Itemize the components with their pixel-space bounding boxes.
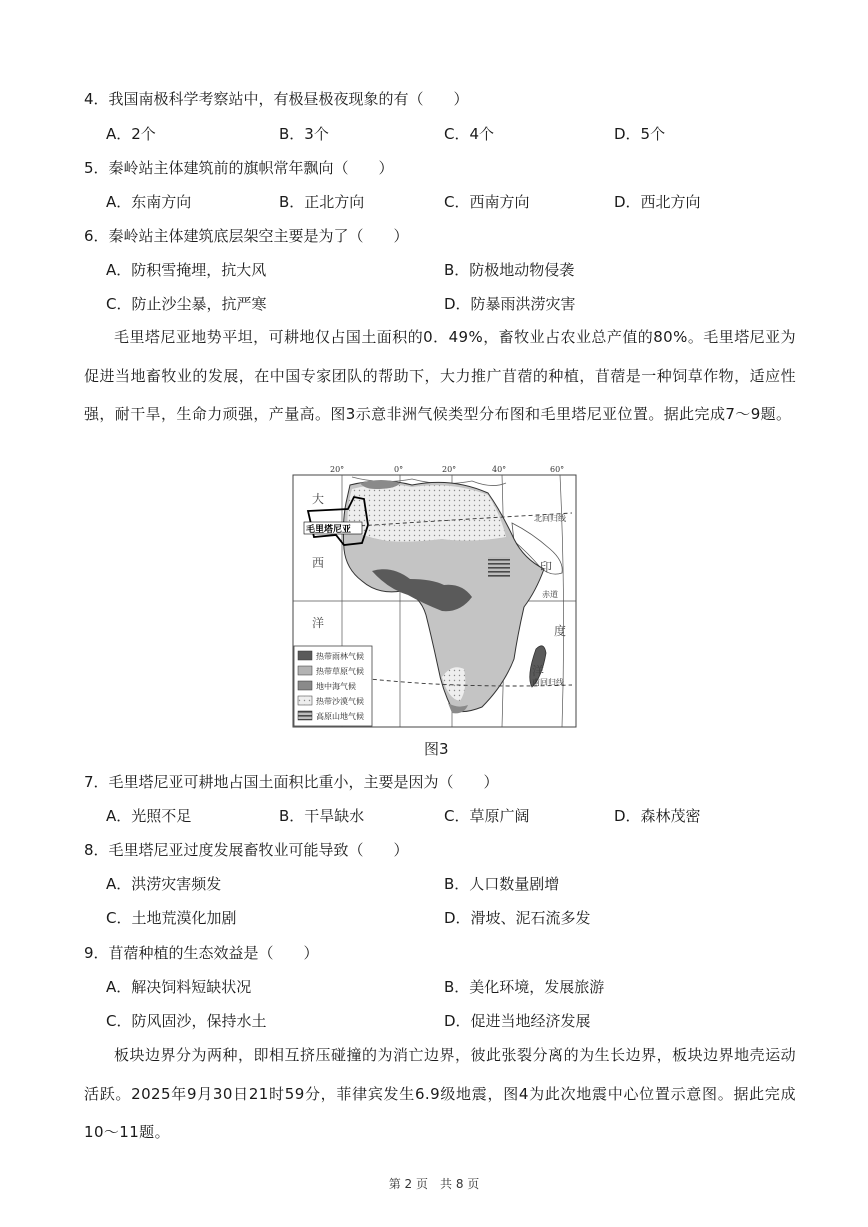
- legend-swatch-desert: [298, 696, 312, 705]
- q6-option-d[interactable]: D．防暴雨洪涝灾害: [444, 295, 576, 313]
- sahara-desert-zone: [348, 484, 507, 541]
- q5-option-d[interactable]: D．西北方向: [614, 193, 701, 211]
- ocean-char-east3: 洋: [532, 664, 545, 678]
- mauritania-label: 毛里塔尼亚: [306, 525, 352, 535]
- q4-option-d[interactable]: D．5个: [614, 125, 666, 143]
- question-7-stem: 7．毛里塔尼亚可耕地占国土面积比重小，主要是因为（ ）: [84, 773, 499, 791]
- question-9-stem: 9．苜蓿种植的生态效益是（ ）: [84, 944, 319, 962]
- q5-option-c[interactable]: C．西南方向: [444, 193, 530, 211]
- q9-option-a[interactable]: A．解决饲料短缺状况: [106, 978, 252, 996]
- q8-option-d[interactable]: D．滑坡、泥石流多发: [444, 909, 591, 927]
- question-8-stem: 8．毛里塔尼亚过度发展畜牧业可能导致（ ）: [84, 841, 409, 859]
- figure-caption: 图3: [424, 740, 449, 758]
- ocean-char-west1: 大: [312, 492, 325, 506]
- q5-option-a[interactable]: A．东南方向: [106, 193, 192, 211]
- question-4-stem: 4．我国南极科学考察站中，有极昼极夜现象的有（ ）: [84, 90, 469, 108]
- legend-label-desert: 热带沙漠气候: [316, 697, 364, 706]
- legend-swatch-rainforest: [298, 651, 312, 660]
- q6-option-c[interactable]: C．防止沙尘暴，抗严寒: [106, 295, 267, 313]
- q6-option-a[interactable]: A．防积雪掩埋，抗大风: [106, 261, 267, 279]
- q9-option-d[interactable]: D．促进当地经济发展: [444, 1012, 591, 1030]
- legend-swatch-savanna: [298, 666, 312, 675]
- legend-swatch-mediterranean: [298, 681, 312, 690]
- legend-label-savanna: 热带草原气候: [316, 667, 364, 676]
- lon-label-20w: 20°: [330, 465, 345, 474]
- tropic-south-label: 南回归线: [532, 678, 564, 687]
- ocean-char-west3: 洋: [312, 616, 325, 630]
- ocean-char-east2: 度: [554, 624, 567, 638]
- highland-zone: [488, 557, 510, 577]
- legend-swatch-highland: [298, 711, 312, 720]
- q9-option-c[interactable]: C．防风固沙，保持水土: [106, 1012, 267, 1030]
- equator-label: 赤道: [542, 590, 558, 599]
- q9-option-b[interactable]: B．美化环境，发展旅游: [444, 978, 605, 996]
- q8-option-b[interactable]: B．人口数量剧增: [444, 875, 560, 893]
- q6-option-b[interactable]: B．防极地动物侵袭: [444, 261, 575, 279]
- africa-climate-map: [292, 463, 578, 729]
- q8-option-c[interactable]: C．土地荒漠化加剧: [106, 909, 237, 927]
- lon-label-60e: 60°: [550, 465, 565, 474]
- q4-option-b[interactable]: B．3个: [279, 125, 329, 143]
- q4-option-a[interactable]: A．2个: [106, 125, 156, 143]
- page-footer: 第 2 页 共 8 页: [388, 1177, 480, 1191]
- q5-option-b[interactable]: B．正北方向: [279, 193, 365, 211]
- lon-label-0: 0°: [394, 465, 404, 474]
- legend-label-rainforest: 热带雨林气候: [316, 652, 364, 661]
- question-5-stem: 5．秦岭站主体建筑前的旗帜常年飘向（ ）: [84, 159, 394, 177]
- tropic-north-label: 北回归线: [534, 514, 566, 523]
- legend-label-mediterranean: 地中海气候: [316, 682, 356, 691]
- passage-philippines-earthquake: 板块边界分为两种，即相互挤压碰撞的为消亡边界，彼此张裂分离的为生长边界，板块边界地壳运动活跃。2025年9月30日21时59分，菲律宾发生6.9级地震，图4为此次地震中心位置示意图。据此完成10～11题。: [84, 1046, 796, 1141]
- ocean-char-west2: 西: [312, 556, 325, 570]
- q8-option-a[interactable]: A．洪涝灾害频发: [106, 875, 222, 893]
- question-6-stem: 6．秦岭站主体建筑底层架空主要是为了（ ）: [84, 227, 409, 245]
- q4-option-c[interactable]: C．4个: [444, 125, 495, 143]
- q7-option-c[interactable]: C．草原广阔: [444, 807, 530, 825]
- q7-option-a[interactable]: A．光照不足: [106, 807, 192, 825]
- ocean-char-east1: 印: [540, 560, 553, 574]
- q7-option-b[interactable]: B．干旱缺水: [279, 807, 365, 825]
- q7-option-d[interactable]: D．森林茂密: [614, 807, 701, 825]
- passage-mauritania: 毛里塔尼亚地势平坦，可耕地仅占国土面积的0．49%，畜牧业占农业总产值的80%。毛里塔尼亚为促进当地畜牧业的发展，在中国专家团队的帮助下，大力推广苜蓿的种植，苜蓿是一种饲草作物，适应性强，耐干旱，生命力顽强，产量高。图3示意非洲气候类型分布图和毛里塔尼亚位置。据此完成7～9题。: [84, 328, 796, 423]
- lon-label-20e: 20°: [442, 465, 457, 474]
- lon-label-40e: 40°: [492, 465, 507, 474]
- legend-label-highland: 高原山地气候: [316, 712, 364, 721]
